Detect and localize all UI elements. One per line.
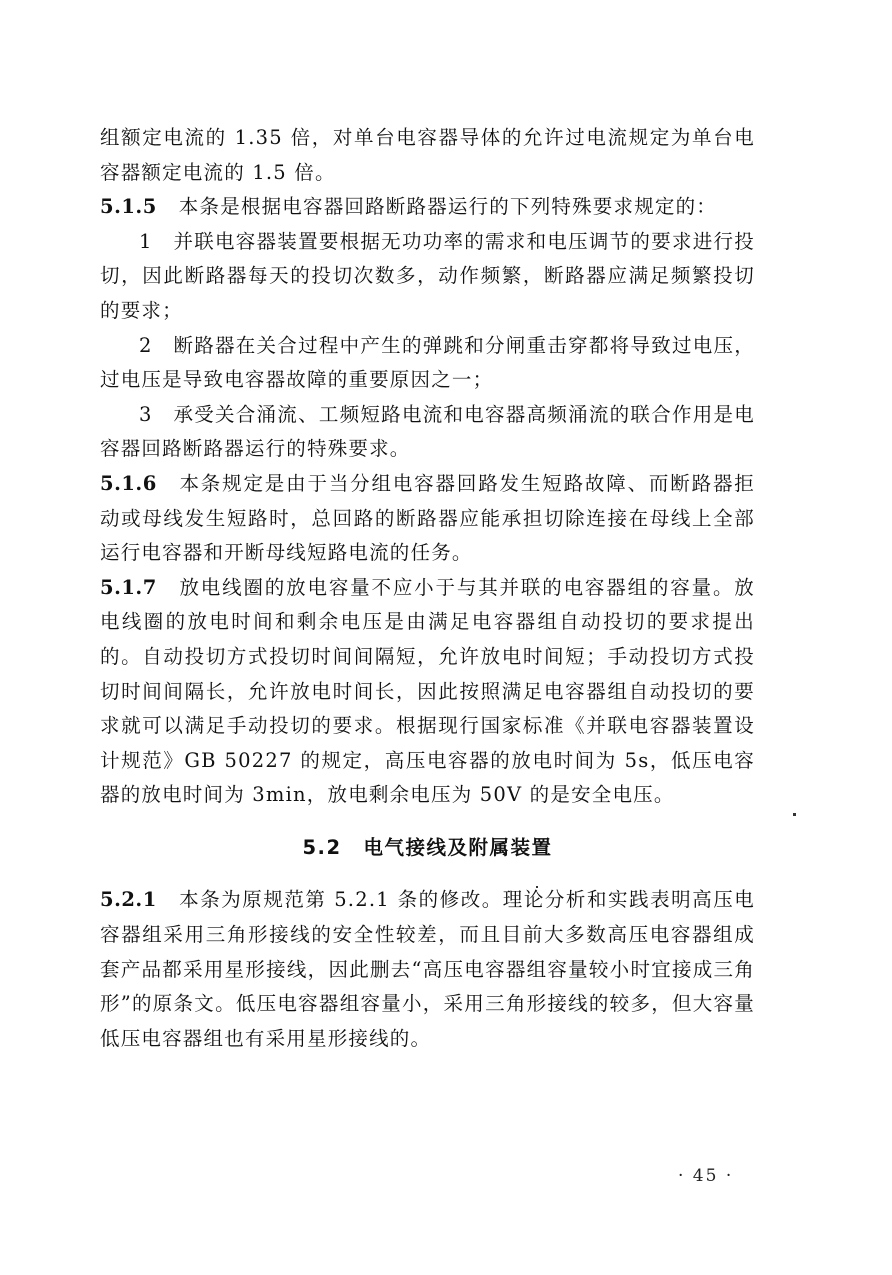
section-heading <box>100 831 755 866</box>
list-item-1 <box>100 225 755 329</box>
list-item-text: 2 断路器在关合过程中产生的弹跳和分闸重击穿都将导致过电压，过电压是导致电容器故障的重要原因之一； <box>100 333 755 392</box>
clause-text: 本条为原规范第 5.2.1 条的修改。理论分析和实践表明高压电容器组采用三角形接线的安全性较差，而且目前大多数高压电容器组成套产品都采用星形接线，因此删去“高压电容器组容量较小时宜接成三角形”的原条文。低压电容器组容量小，采用三角形接线的较多，但大容量低压电容器组也有采用星形接线的。 <box>100 888 755 1050</box>
scan-speck <box>793 813 796 816</box>
body-text <box>100 121 755 1056</box>
list-item-text: 1 并联电容器装置要根据无功功率的需求和电压调节的要求进行投切，因此断路器每天的投切次数多，动作频繁，断路器应满足频繁投切的要求； <box>100 229 755 322</box>
clause-number: 5.1.7 <box>100 575 157 599</box>
clause-text: 本条是根据电容器回路断路器运行的下列特殊要求规定的： <box>178 195 717 219</box>
paragraph-text: 组额定电流的 1.35 倍，对单台电容器导体的允许过电流规定为单台电容器额定电流的 1.5 倍。 <box>100 126 755 184</box>
paragraph-continued <box>100 121 755 190</box>
list-item-2 <box>100 329 755 398</box>
section-title: 电气接线及附属装置 <box>363 835 553 859</box>
page-number: · 45 · <box>678 1166 734 1186</box>
clause-number: 5.1.6 <box>100 471 157 495</box>
list-item-text: 3 承受关合涌流、工频短路电流和电容器高频涌流的联合作用是电容器回路断路器运行的特殊要求。 <box>100 402 755 461</box>
clause-text: 本条规定是由于当分组电容器回路发生短路故障、而断路器拒动或母线发生短路时，总回路的断路器应能承担切除连接在母线上全部运行电容器和开断母线短路电流的任务。 <box>100 471 755 565</box>
clause-number: 5.1.5 <box>100 195 157 219</box>
scan-speck <box>536 886 538 888</box>
clause-5-1-6 <box>100 467 755 571</box>
list-item-3 <box>100 398 755 467</box>
section-number: 5.2 <box>302 835 342 859</box>
clause-5-1-7 <box>100 571 755 813</box>
clause-5-2-1 <box>100 883 755 1056</box>
clause-number: 5.2.1 <box>100 888 157 912</box>
clause-5-1-5 <box>100 190 755 225</box>
clause-text: 放电线圈的放电容量不应小于与其并联的电容器组的容量。放电线圈的放电时间和剩余电压是由满足电容器组自动投切的要求提出的。自动投切方式投切时间间隔短，允许放电时间短；手动投切方式投切时间间隔长，允许放电时间长，因此按照满足电容器组自动投切的要求就可以满足手动投切的要求。根据现行国家标准《并联电容器装置设计规范》GB 50227 的规定，高压电容器的放电时间为 5s，低压电容器的放电时间为 3min，放电剩余电压为 50V 的是安全电压。 <box>100 575 755 807</box>
